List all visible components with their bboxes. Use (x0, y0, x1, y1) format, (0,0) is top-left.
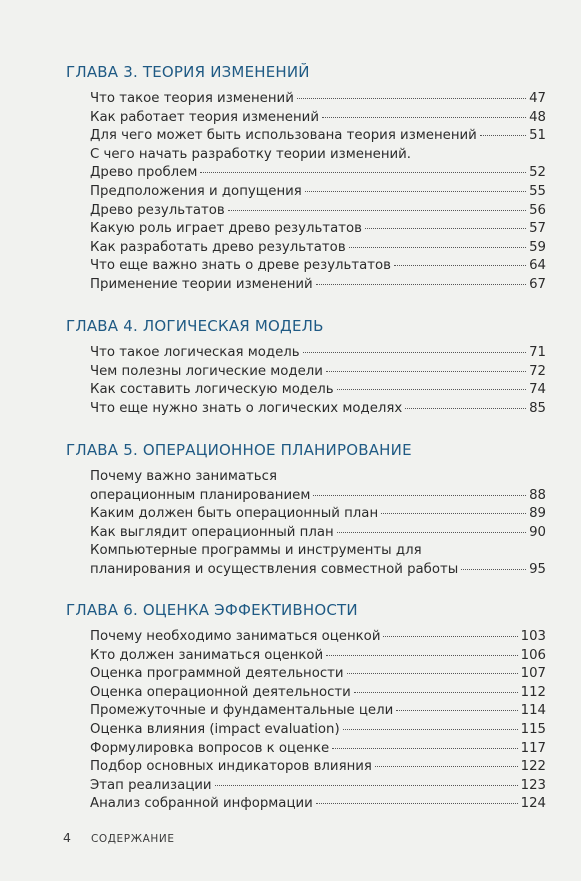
dot-leader (316, 803, 518, 804)
dot-leader (337, 389, 526, 390)
toc-entry-title: Для чего может быть использована теория изменений (90, 128, 477, 144)
toc-entry (90, 109, 546, 128)
toc-entry-title: Как разработать древо результатов (90, 239, 346, 255)
chapter-6 (66, 600, 546, 814)
toc-entry (90, 684, 546, 703)
toc-entry-title: Как работает теория изменений (90, 109, 319, 125)
toc-entry-title: Что еще важно знать о древе результатов (90, 258, 392, 274)
toc-entry-page: 72 (529, 363, 546, 379)
chapter-entries (66, 628, 546, 814)
dot-leader (337, 532, 526, 533)
dot-leader (332, 748, 517, 749)
chapter-title: ГЛАВА 5. ОПЕРАЦИОННОЕ ПЛАНИРОВАНИЕ (66, 441, 412, 459)
dot-leader (326, 655, 517, 656)
dot-leader (313, 495, 526, 496)
toc-entry-title: Как составить логическую модель (90, 382, 334, 398)
toc-entry-page: 107 (520, 666, 546, 682)
toc-entry-page: 47 (529, 91, 546, 106)
toc-entry (90, 721, 546, 740)
toc-entry-title: Каким должен быть операционный план (90, 506, 379, 522)
dot-leader (349, 247, 526, 248)
dot-leader (215, 785, 518, 786)
toc-entry-title: Почему необходимо заниматься оценкой (90, 629, 381, 644)
toc-entry-title: Древо проблем (90, 165, 198, 181)
toc-entry (90, 381, 546, 400)
toc-entry-title: Этап реализации (90, 777, 212, 793)
toc-entry (90, 183, 546, 202)
page-number: 4 (63, 830, 71, 845)
toc-entry (90, 542, 546, 561)
toc-entry-page: 112 (520, 684, 546, 700)
toc-entry (90, 146, 546, 165)
dot-leader (322, 117, 526, 118)
dot-leader (305, 191, 526, 192)
page-footer (63, 830, 175, 845)
dot-leader (200, 172, 526, 173)
toc-entry (90, 363, 546, 382)
toc-entry-page: 48 (529, 109, 546, 125)
dot-leader (394, 265, 526, 266)
dot-leader (381, 513, 526, 514)
dot-leader (480, 135, 526, 136)
toc-entry-page: 71 (529, 345, 546, 360)
toc-entry (90, 90, 546, 109)
toc-entry (90, 702, 546, 721)
dot-leader (396, 710, 517, 711)
toc-entry-title: Как выглядит операционный план (90, 524, 334, 540)
toc-entry-title: С чего начать разработку теории изменений. (90, 146, 412, 162)
toc-entry-page: 64 (529, 258, 546, 274)
toc-entry (90, 276, 546, 295)
toc-entry-page: 52 (529, 165, 546, 181)
toc-entry (90, 257, 546, 276)
toc-entry-title: Какую роль играет древо результатов (90, 221, 362, 237)
toc-entry (90, 740, 546, 759)
toc-entry-page: 74 (529, 382, 546, 398)
toc-entry-title: Оценка программной деятельности (90, 666, 344, 682)
toc-entry-title: Формулировка вопросов к оценке (90, 740, 330, 756)
toc-entry (90, 628, 546, 647)
toc-entry-title: Почему важно заниматься (90, 469, 277, 484)
toc-entry-page: 89 (529, 506, 546, 522)
toc-entry (90, 220, 546, 239)
toc-entry-title: Промежуточные и фундаментальные цели (90, 703, 394, 719)
toc-entry (90, 468, 546, 487)
toc-entry (90, 561, 546, 580)
toc-entry (90, 505, 546, 524)
chapter-entries (66, 344, 546, 418)
dot-leader (228, 210, 526, 211)
dot-leader (354, 692, 518, 693)
toc-entry (90, 758, 546, 777)
toc-entry-title: Анализ собранной информации (90, 796, 313, 812)
chapter-3 (66, 62, 546, 295)
dot-leader (316, 284, 526, 285)
toc-entry-title: Подбор основных индикаторов влияния (90, 759, 372, 775)
toc-entry-page: 51 (529, 128, 546, 144)
toc-entry-page: 123 (520, 777, 546, 793)
toc-entry-title: Чем полезны логические модели (90, 363, 323, 379)
toc-entry-page: 124 (520, 796, 546, 812)
toc-entry (90, 400, 546, 419)
toc-entry-page: 55 (529, 183, 546, 199)
toc-entry (90, 127, 546, 146)
dot-leader (461, 569, 526, 570)
toc-entry-title: Что такое логическая модель (90, 345, 300, 360)
chapter-title: ГЛАВА 4. ЛОГИЧЕСКАЯ МОДЕЛЬ (66, 317, 324, 335)
dot-leader (383, 636, 517, 637)
toc-entry-title: Оценка операционной деятельности (90, 684, 351, 700)
toc-entry (90, 239, 546, 258)
toc-entry-page: 67 (529, 276, 546, 292)
toc-entry-title: Древо результатов (90, 202, 225, 218)
toc-entry-title: Оценка влияния (impact evaluation) (90, 721, 340, 737)
toc-entry-page: 88 (529, 487, 546, 503)
toc-entry (90, 202, 546, 221)
toc-entry-title: планирования и осуществления совместной работы (90, 561, 459, 577)
toc-entry-page: 56 (529, 202, 546, 218)
dot-leader (405, 408, 526, 409)
toc-entry (90, 524, 546, 543)
toc-entry (90, 344, 546, 363)
dot-leader (303, 352, 526, 353)
toc-entry-page: 122 (520, 759, 546, 775)
toc-entry-title: операционным планированием (90, 487, 311, 503)
chapter-4 (66, 316, 546, 418)
toc-entry-title: Применение теории изменений (90, 276, 313, 292)
toc-entry-title: Кто должен заниматься оценкой (90, 647, 324, 663)
toc-entry-page: 85 (529, 400, 546, 416)
toc-entry-title: Предположения и допущения (90, 183, 302, 199)
dot-leader (365, 228, 526, 229)
toc-entry-page: 57 (529, 221, 546, 237)
chapter-5 (66, 440, 546, 580)
toc-entry-page: 117 (520, 740, 546, 756)
toc-entry-page: 115 (520, 721, 546, 737)
dot-leader (375, 766, 518, 767)
dot-leader (347, 673, 518, 674)
toc-entry-page: 114 (520, 703, 546, 719)
chapter-title: ГЛАВА 3. ТЕОРИЯ ИЗМЕНЕНИЙ (66, 63, 310, 81)
toc-entry-title: Что такое теория изменений (90, 91, 294, 106)
toc-entry-title: Что еще нужно знать о логических моделях (90, 400, 403, 416)
toc-entry (90, 647, 546, 666)
toc-entry-title: Компьютерные программы и инструменты для (90, 543, 422, 559)
toc-entry (90, 164, 546, 183)
chapter-entries (66, 90, 546, 295)
footer-label: СОДЕРЖАНИЕ (90, 833, 175, 845)
toc-entry-page: 59 (529, 239, 546, 255)
toc-entry (90, 665, 546, 684)
toc-entry (90, 487, 546, 506)
toc-entry (90, 795, 546, 814)
dot-leader (343, 729, 518, 730)
dot-leader (297, 98, 526, 99)
toc-entry-page: 106 (520, 647, 546, 663)
toc-entry-page: 103 (520, 629, 546, 644)
chapter-entries (66, 468, 546, 580)
chapter-title: ГЛАВА 6. ОЦЕНКА ЭФФЕКТИВНОСТИ (66, 601, 358, 619)
dot-leader (326, 371, 526, 372)
toc-entry-page: 95 (529, 561, 546, 577)
toc-entry (90, 777, 546, 796)
toc-entry-page: 90 (529, 524, 546, 540)
